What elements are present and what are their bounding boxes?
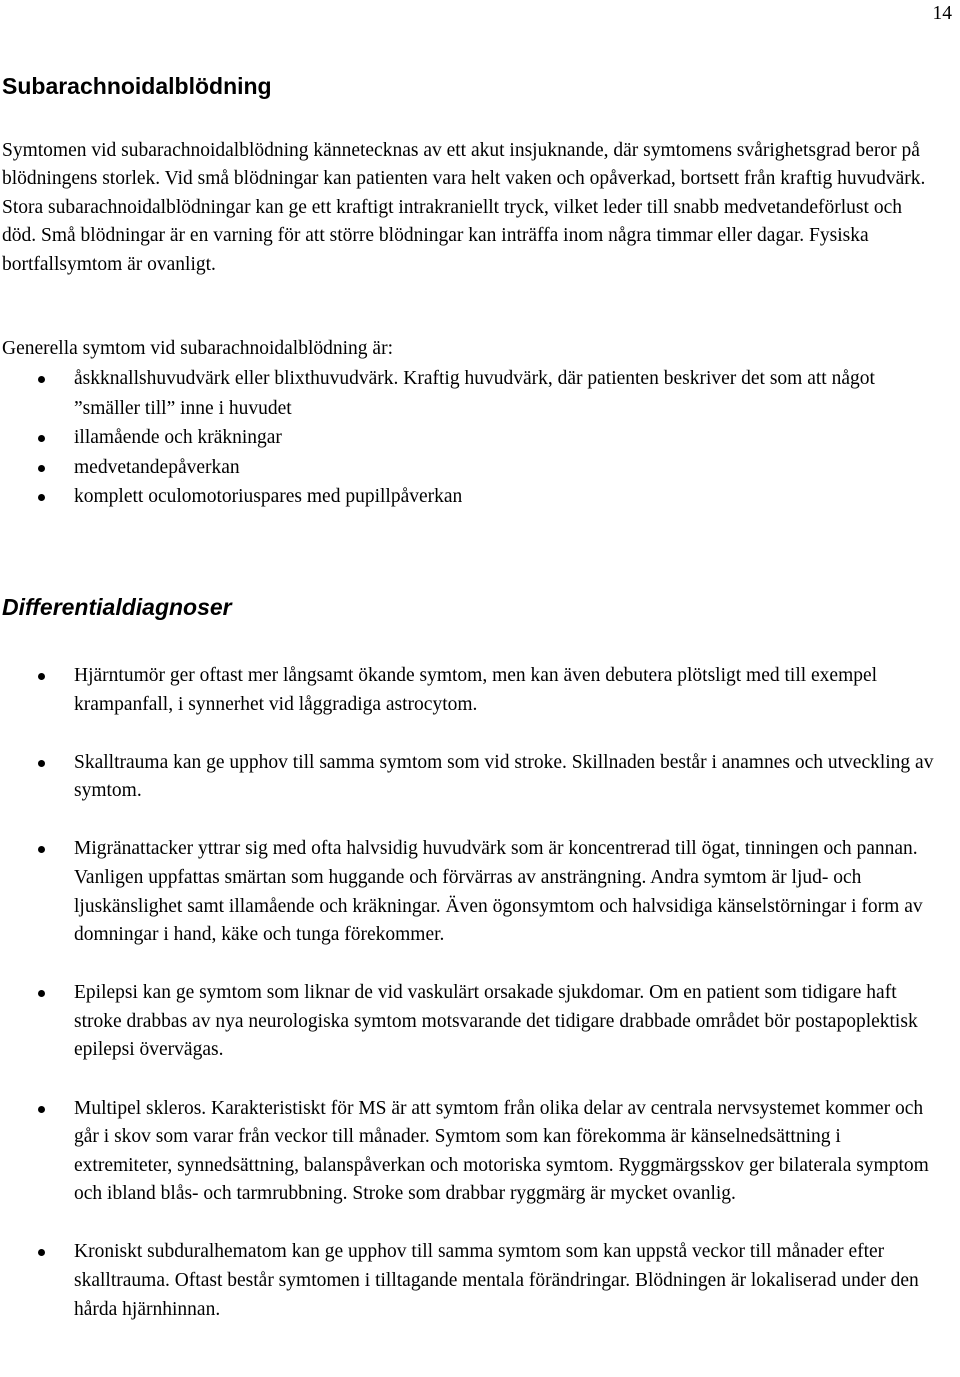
- differential-text: Epilepsi kan ge symtom som liknar de vid vaskulärt orsakade sjukdomar. Om en patient som tidigare haft stroke drabbas av nya neurologiska symtom motsvarande det tidigare drabbade området bör postapoplektisk epilepsi övervägas.: [74, 982, 918, 1061]
- list-item: [0, 979, 936, 1065]
- bullet-icon: [38, 673, 45, 680]
- bullet-icon: [38, 846, 45, 853]
- symptom-text: medvetandepåverkan: [74, 456, 240, 478]
- bullet-icon: [38, 465, 45, 472]
- bullet-icon: [38, 1106, 45, 1113]
- bullet-icon: [38, 1249, 45, 1256]
- list-item: [0, 662, 936, 719]
- differential-text: Migränattacker yttrar sig med ofta halvsidig huvudvärk som är koncentrerad till ögat, tinningen och pannan. Vanligen uppfattas smärtan som huggande och förvärras av ansträngning. Andra symtom är ljud- och ljuskänslighet samt illamående och kräkningar. Även ögonsymtom och halvsidiga känselstörningar i form av domningar i hand, käke och tunga förekommer.: [74, 838, 923, 946]
- differential-list: [0, 662, 936, 1354]
- list-item: [0, 1238, 936, 1324]
- symptom-text: illamående och kräkningar: [74, 427, 282, 449]
- bullet-icon: [38, 376, 45, 383]
- symptom-list: [0, 364, 936, 512]
- bullet-icon: [38, 760, 45, 767]
- list-item: [0, 749, 936, 806]
- differential-text: Hjärntumör ger oftast mer långsamt ökande symtom, men kan även debutera plötsligt med till exempel krampanfall, i synnerhet vid låggradiga astrocytom.: [74, 665, 878, 715]
- intro-paragraph: Symtomen vid subarachnoidalblödning kännetecknas av ett akut insjuknande, där symtomens svårighetsgrad beror på blödningens storlek. Vid små blödningar kan patienten vara helt vaken och opåverkad, bortsett från kraftig huvudvärk. Stora subarachnoidalblödningar kan ge ett kraftigt intrakraniellt tryck, vilket leder till snabb medvetandeförlust och död. Små blödningar är en varning för att större blödningar kan inträffa inom några timmar eller dagar. Fysiska bortfallsymtom är ovanligt.: [2, 140, 926, 275]
- bullet-icon: [38, 494, 45, 501]
- differential-text: Multipel skleros. Karakteristiskt för MS är att symtom från olika delar av centrala nervsystemet kommer och går i skov som varar från veckor till månader. Symtom som kan förekomma är känselnedsättning i extremiteter, synnedsättning, balanspåverkan och motoriska symtom. Ryggmärgsskov ger bilaterala symptom och ibland blås- och tarmrubbning. Stroke som drabbar ryggmärg är mycket ovanlig.: [74, 1097, 929, 1205]
- list-item: [0, 1095, 936, 1209]
- symptom-text: komplett oculomotoriuspares med pupillpåverkan: [74, 486, 463, 508]
- page-number: 14: [932, 3, 952, 24]
- list-item: [0, 364, 936, 423]
- general-symptoms-label: Generella symtom vid subarachnoidalblödning är:: [2, 338, 393, 359]
- symptom-text: åskknallshuvudvärk eller blixthuvudvärk. Kraftig huvudvärk, där patienten beskriver det som att något ”smäller till” inne i huvudet: [74, 368, 875, 419]
- list-item: [0, 423, 936, 453]
- section-title-subarachnoidal: Subarachnoidalblödning: [2, 73, 272, 99]
- bullet-icon: [38, 435, 45, 442]
- list-item: [0, 453, 936, 483]
- list-item: [0, 835, 936, 949]
- differential-text: Kroniskt subduralhematom kan ge upphov till samma symtom som kan uppstå veckor till månader efter skalltrauma. Oftast består symtomen i tilltagande mentala förändringar. Blödningen är lokaliserad under den hårda hjärnhinnan.: [74, 1241, 919, 1320]
- bullet-icon: [38, 990, 45, 997]
- section-title-differential: Differentialdiagnoser: [2, 594, 232, 620]
- list-item: [0, 482, 936, 512]
- differential-text: Skalltrauma kan ge upphov till samma symtom som vid stroke. Skillnaden består i anamnes och utveckling av symtom.: [74, 751, 934, 802]
